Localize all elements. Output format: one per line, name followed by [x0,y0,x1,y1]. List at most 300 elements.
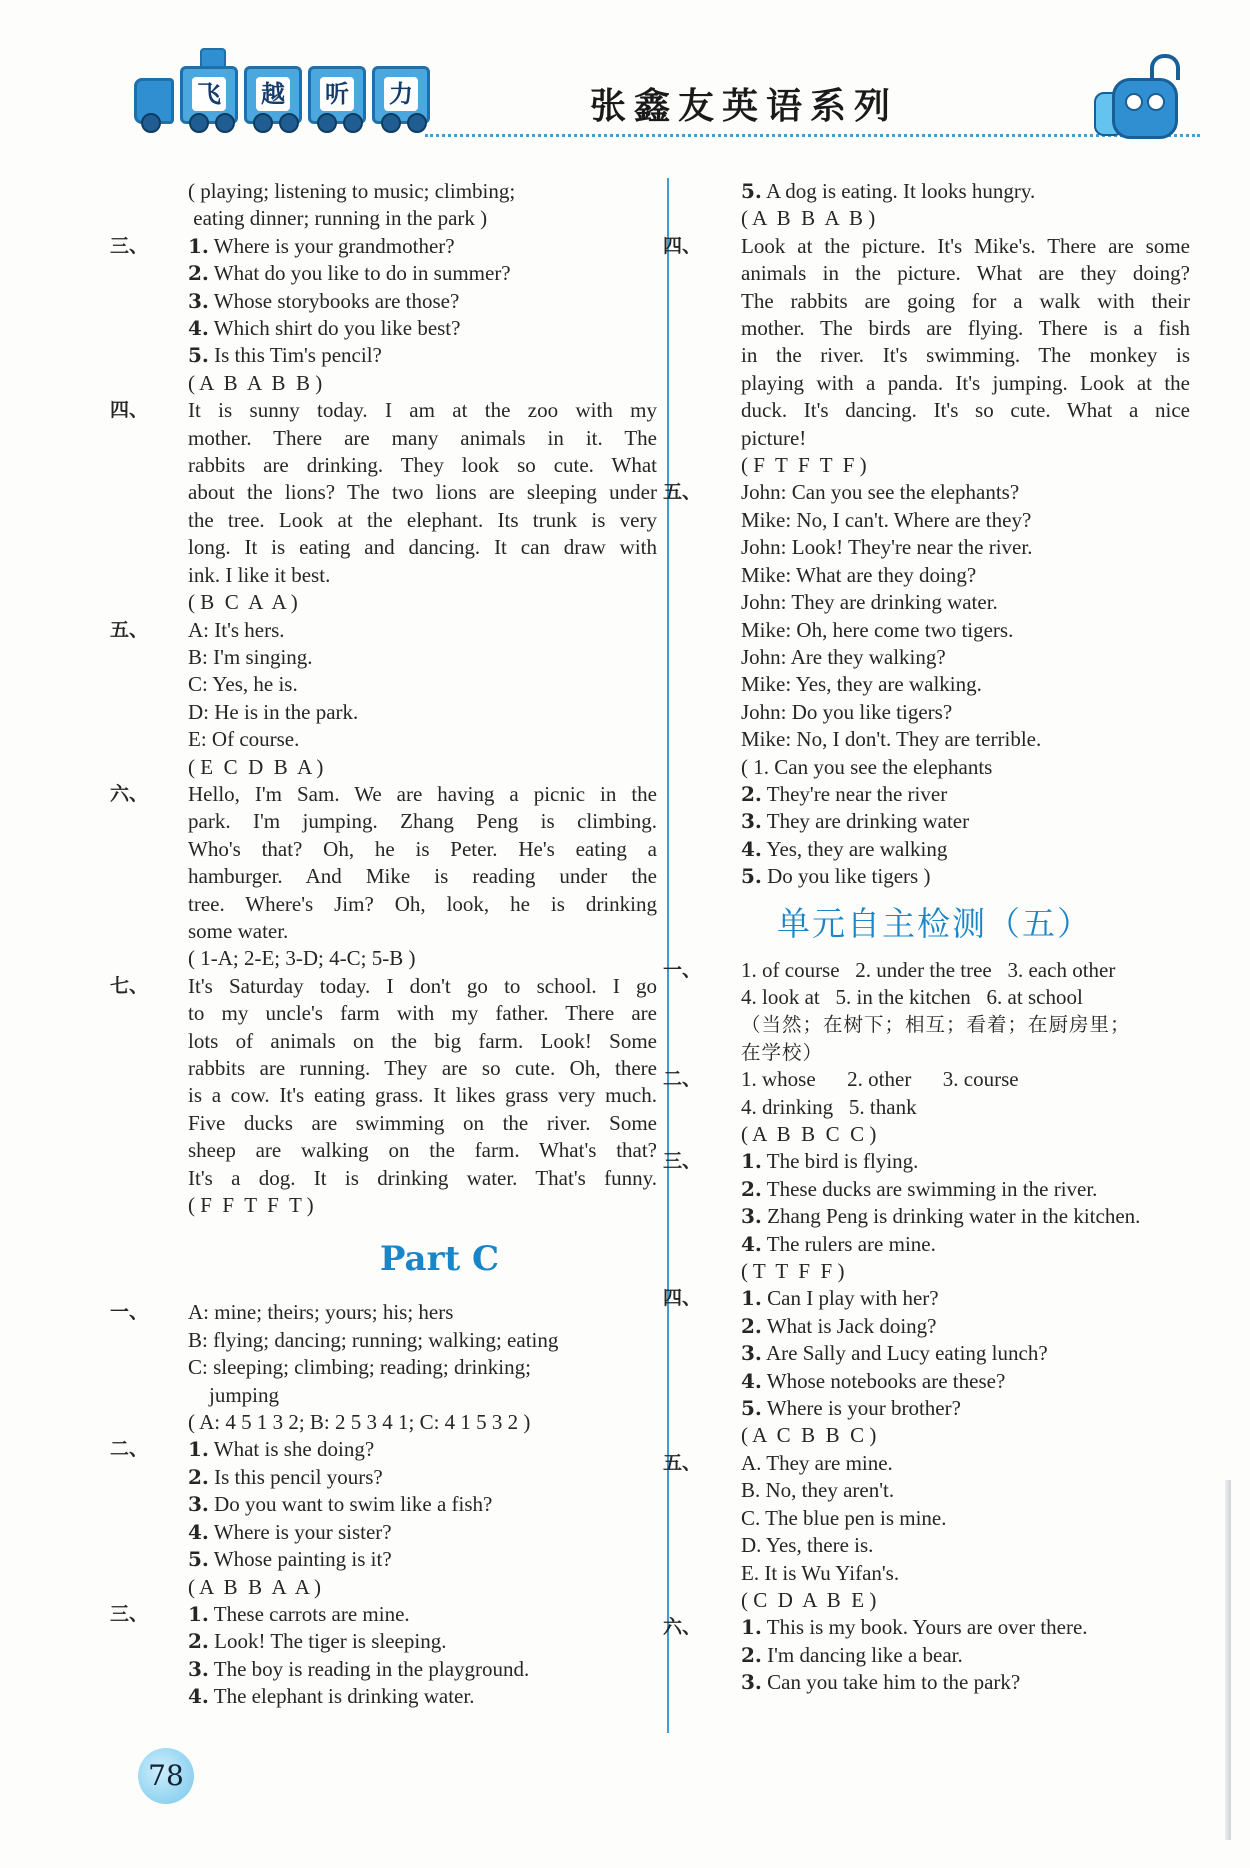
text-line [685,1121,1190,1148]
section-heading: Part C [379,1239,500,1280]
line-body: This is my book. Yours are over there. [766,1615,1088,1640]
text-line [132,754,657,781]
line-body: 4. drinking 5. thank [741,1094,917,1119]
train-car-3 [308,66,366,124]
item-number: 3. [741,809,762,834]
line-text [685,1258,1190,1285]
line-text [685,754,1190,781]
line-body: to my uncle's farm with my father. There are [188,1001,657,1026]
wheel-icon [317,113,337,133]
line-text [132,1299,657,1326]
line-text [132,479,657,506]
item-number: 4. [188,316,209,341]
text-line [132,589,657,616]
line-text [685,1505,1190,1532]
line-body: Can you take him to the park? [767,1670,1021,1695]
line-body: Whose storybooks are those? [213,288,460,313]
item-number: 1. [188,1437,209,1462]
item-number: 3. [741,1204,762,1229]
line-body: B. No, they aren't. [741,1478,895,1503]
wheel-icon [407,113,427,133]
line-text [132,342,657,369]
line-body: John: Can you see the elephants? [741,480,1020,505]
text-line [685,178,1190,205]
line-body: hamburger. And Mike is reading under the [188,864,657,889]
line-body: The boy is reading in the playground. [213,1656,530,1681]
headphones-icon [1150,54,1180,80]
text-line [132,836,657,863]
line-text [685,1422,1190,1449]
line-body: C. The blue pen is mine. [741,1505,947,1530]
line-text [132,781,657,808]
text-line [110,233,657,260]
line-body: It is sunny today. I am at the zoo with my [188,398,657,423]
item-number: 2. [741,1642,762,1667]
line-text [685,671,1190,698]
train-car-1 [180,66,238,124]
line-body: about the lions? The two lions are sleeping under [188,480,657,505]
section-number: 六、 [663,1616,702,1639]
line-text [132,589,657,616]
text-line [685,1560,1190,1587]
text-line [110,1436,657,1463]
train-engine [134,78,174,124]
text-line [663,233,1190,260]
line-text [685,1560,1190,1587]
line-body: It's a dog. It is drinking water. That's funny. [188,1165,657,1190]
section-number: 五、 [110,618,149,641]
line-text [685,984,1190,1011]
line-text [132,1464,657,1491]
line-body: E. It is Wu Yifan's. [741,1560,900,1585]
mascot-body [1112,78,1178,139]
item-number: 1. [741,1615,762,1640]
line-body: Mike: Oh, here come two tigers. [741,617,1014,642]
line-text [132,1327,657,1354]
eye-icon [1125,93,1143,111]
item-number: 4. [741,836,762,861]
text-line [685,1039,1190,1066]
text-line [132,562,657,589]
item-number: 4. [188,1519,209,1544]
line-text [132,425,657,452]
column-divider [667,178,669,1733]
section-number: 一、 [110,1301,149,1324]
line-text [132,754,657,781]
line-body: picture! [741,425,807,450]
line-text [132,1382,657,1409]
line-body: Are Sally and Lucy eating lunch? [765,1341,1048,1366]
line-body: ( 1-A; 2-E; 3-D; 4-C; 5-B ) [188,946,416,971]
text-line [132,1519,657,1546]
line-text [685,589,1190,616]
line-body: Five ducks are swimming on the river. Some [188,1110,657,1135]
text-line [110,781,657,808]
line-text [685,1176,1190,1203]
line-text [685,1368,1190,1395]
line-body: Whose notebooks are these? [766,1368,1006,1393]
line-text [685,425,1190,452]
line-text [132,562,657,589]
text-line [132,205,657,232]
text-line [685,699,1190,726]
text-line [685,726,1190,753]
text-line [132,452,657,479]
line-text [685,342,1190,369]
item-number: 2. [188,1629,209,1654]
item-number: 5. [188,1547,209,1572]
line-body: Look! The tiger is sleeping. [214,1629,447,1654]
text-line [685,1505,1190,1532]
line-body: eating dinner; running in the park ) [188,206,488,231]
line-body: ( T T F F ) [741,1259,845,1284]
line-body: sheep are walking on the farm. What's that? [188,1138,657,1163]
line-body: park. I'm jumping. Zhang Peng is climbing. [188,809,657,834]
text-line [685,425,1190,452]
line-text [685,260,1190,287]
line-body: C: Yes, he is. [188,672,298,697]
line-body: ( B C A A ) [188,590,298,615]
line-body: These ducks are swimming in the river. [766,1176,1098,1201]
line-text [132,288,657,315]
text-line [132,699,657,726]
line-body: What is Jack doing? [766,1313,937,1338]
line-body: What is she doing? [213,1437,375,1462]
line-body: 4. look at 5. in the kitchen 6. at school [741,984,1083,1009]
text-line [110,973,657,1000]
line-body: B: flying; dancing; running; walking; eating [188,1327,559,1352]
wheel-icon [279,113,299,133]
line-text [685,1587,1190,1614]
text-line [132,1546,657,1573]
line-text [132,1354,657,1381]
line-body: tree. Where's Jim? Oh, look, he is drinking [188,891,657,916]
item-number: 5. [741,179,762,203]
line-body: ( A: 4 5 1 3 2; B: 2 5 3 4 1; C: 4 1 5 3 2 ) [188,1410,531,1435]
line-text [685,808,1190,835]
line-text [685,1313,1190,1340]
text-line [685,452,1190,479]
line-body: 1. of course 2. under the tree 3. each other [741,957,1116,982]
text-line [685,1532,1190,1559]
text-line [132,1382,657,1409]
line-body: These carrots are mine. [213,1601,410,1626]
item-number: 2. [188,261,209,286]
item-number: 4. [741,1368,762,1393]
line-text [685,1203,1190,1230]
section-number: 三、 [663,1150,702,1173]
section-number: 七、 [110,974,149,997]
item-number: 2. [188,1464,209,1489]
text-line [110,397,657,424]
line-body: ( 1. Can you see the elephants [741,754,993,779]
line-text [132,1519,657,1546]
text-line [685,205,1190,232]
line-text [132,1491,657,1518]
text-line [132,1683,657,1710]
line-text [685,1532,1190,1559]
text-line [132,808,657,835]
text-line [685,1340,1190,1367]
line-text [132,205,657,232]
line-text [132,452,657,479]
line-text [685,1614,1190,1641]
section-number: 二、 [663,1068,702,1091]
page-edge [1225,1480,1231,1840]
wheel-icon [189,113,209,133]
section-number: 四、 [110,399,149,422]
line-text [132,1165,657,1192]
line-text [685,370,1190,397]
line-text [685,507,1190,534]
text-line [132,1028,657,1055]
train-logo [140,48,440,138]
line-text [132,534,657,561]
train-char: 越 [256,77,290,111]
line-body: They are drinking water [766,809,970,834]
item-number: 3. [188,1656,209,1681]
line-body: lots of animals on the big farm. Look! Some [188,1028,657,1053]
item-number: 1. [188,1601,209,1626]
train-char: 听 [320,77,354,111]
text-line [685,507,1190,534]
line-body: A: mine; theirs; yours; his; hers [188,1300,454,1325]
line-text [132,808,657,835]
text-line [685,781,1190,808]
line-body: ( A B B A A ) [188,1574,322,1599]
text-line [663,957,1190,984]
line-body: D: He is in the park. [188,699,359,724]
section-number: 六、 [110,782,149,805]
text-line [132,726,657,753]
text-line [132,1055,657,1082]
text-line [132,1656,657,1683]
text-line [132,1165,657,1192]
text-line [685,617,1190,644]
line-body: John: Look! They're near the river. [741,535,1033,560]
text-line [685,370,1190,397]
line-body: （当然；在树下；相互；看着；在厨房里； [741,1013,1131,1037]
line-text [132,1546,657,1573]
line-body: Mike: What are they doing? [741,562,977,587]
item-number: 3. [741,1341,762,1366]
line-text [685,205,1190,232]
text-line [132,1491,657,1518]
line-body: Where is your grandmother? [213,233,455,258]
text-line [132,1464,657,1491]
line-text [685,699,1190,726]
text-line [132,315,657,342]
wheel-icon [253,113,273,133]
wheel-icon [215,113,235,133]
line-text [685,1011,1190,1038]
section-number: 四、 [663,1287,702,1310]
line-text [132,617,657,644]
text-line [685,288,1190,315]
line-text [685,1231,1190,1258]
line-text [132,1574,657,1601]
text-line [132,891,657,918]
line-text [132,726,657,753]
line-body: The rulers are mine. [766,1231,936,1256]
line-body: Where is your brother? [766,1396,961,1421]
line-body: Is this Tim's pencil? [214,343,382,368]
line-text [685,178,1190,205]
line-text [132,918,657,945]
text-line [685,836,1190,863]
text-line [663,1614,1190,1641]
line-text [685,1039,1190,1066]
text-line [132,1409,657,1436]
line-body: Yes, they are walking [766,836,948,861]
text-line [132,671,657,698]
line-body: ( A B A B B ) [188,370,323,395]
text-line [132,1354,657,1381]
line-text [132,1656,657,1683]
page-number: 78 [138,1748,194,1804]
wheel-icon [343,113,363,133]
line-text [685,726,1190,753]
line-body: rabbits are drinking. They look so cute. What [188,453,657,478]
text-line [132,370,657,397]
line-body: playing with a panda. It's jumping. Look at the [741,370,1190,395]
line-text [685,1642,1190,1669]
item-number: 3. [188,288,209,313]
item-number: 5. [741,864,762,889]
line-body: Mike: Yes, they are walking. [741,672,982,697]
text-line [132,1000,657,1027]
line-body: They're near the river [766,781,948,806]
text-line [685,1011,1190,1038]
line-text [685,1395,1190,1422]
line-body: John: Are they walking? [741,644,946,669]
text-line [685,1642,1190,1669]
section-number: 五、 [663,481,702,504]
line-text [132,315,657,342]
text-line [132,1628,657,1655]
line-text [685,617,1190,644]
line-text [685,288,1190,315]
text-line [685,1395,1190,1422]
line-text [685,644,1190,671]
line-body: The elephant is drinking water. [213,1684,475,1709]
text-line [685,754,1190,781]
line-body: The rabbits are going for a walk with their [741,288,1190,313]
line-text [132,1683,657,1710]
line-text [132,863,657,890]
item-number: 4. [741,1231,762,1256]
text-line [132,1082,657,1109]
line-body: Who's that? Oh, he is Peter. He's eating a [188,836,657,861]
line-body: ( A B B A B ) [741,206,876,231]
section-number: 三、 [110,1602,149,1625]
line-text [685,1094,1190,1121]
line-body: A: It's hers. [188,617,285,642]
line-text [685,1121,1190,1148]
line-text [685,781,1190,808]
line-text [132,699,657,726]
section-number: 二、 [110,1438,149,1461]
text-line [110,1601,657,1628]
line-body: Is this pencil yours? [214,1464,383,1489]
line-text [685,452,1190,479]
line-text [685,534,1190,561]
line-text [685,1066,1190,1093]
line-text [685,315,1190,342]
text-line [132,945,657,972]
item-number: 1. [741,1149,762,1174]
line-text [685,1285,1190,1312]
text-line [685,863,1190,890]
line-body: D. Yes, there is. [741,1533,874,1558]
right-column [663,178,1190,1697]
line-body: E: Of course. [188,727,300,752]
text-line [132,479,657,506]
line-body: John: Do you like tigers? [741,699,953,724]
item-number: 3. [188,1492,209,1517]
text-line [132,1137,657,1164]
line-body: long. It is eating and dancing. It can draw with [188,535,657,560]
line-body: Where is your sister? [213,1519,392,1544]
line-text [132,260,657,287]
series-title: 张鑫友英语系列 [590,86,899,127]
section-number: 五、 [663,1451,702,1474]
text-line [685,671,1190,698]
line-body: ( playing; listening to music; climbing; [188,179,516,203]
line-text [685,1340,1190,1367]
train-char: 力 [384,77,418,111]
line-body: mother. The birds are flying. There is a fish [741,316,1190,341]
train-car-2 [244,66,302,124]
line-text [685,479,1190,506]
mascot-icon [1090,48,1200,143]
line-body: Do you want to swim like a fish? [214,1492,493,1517]
text-line [132,1110,657,1137]
line-body: Mike: No, I don't. They are terrible. [741,727,1042,752]
text-line [132,425,657,452]
section-number: 三、 [110,234,149,257]
text-line [685,1203,1190,1230]
text-line [132,863,657,890]
text-line [685,1368,1190,1395]
line-body: duck. It's dancing. It's so cute. What a nice [741,398,1190,423]
line-text [132,1601,657,1628]
text-line [685,1231,1190,1258]
line-body: 1. whose 2. other 3. course [741,1067,1019,1092]
line-body: John: They are drinking water. [741,590,998,615]
line-body: some water. [188,918,289,943]
line-body: Mike: No, I can't. Where are they? [741,507,1032,532]
line-text [132,1137,657,1164]
line-text [685,233,1190,260]
section-number: 一、 [663,958,702,981]
text-line [132,507,657,534]
text-line [663,1148,1190,1175]
text-line [132,342,657,369]
line-text [685,397,1190,424]
line-body: Look at the picture. It's Mike's. There are some [741,233,1190,258]
line-text [685,562,1190,589]
text-line [685,808,1190,835]
item-number: 1. [188,233,209,258]
line-body: Zhang Peng is drinking water in the kitchen. [767,1204,1141,1229]
text-line [685,1477,1190,1504]
section-number: 四、 [663,234,702,257]
line-text [132,1028,657,1055]
line-text [132,1628,657,1655]
line-text [132,233,657,260]
line-body: ( F T F T F ) [741,453,867,478]
